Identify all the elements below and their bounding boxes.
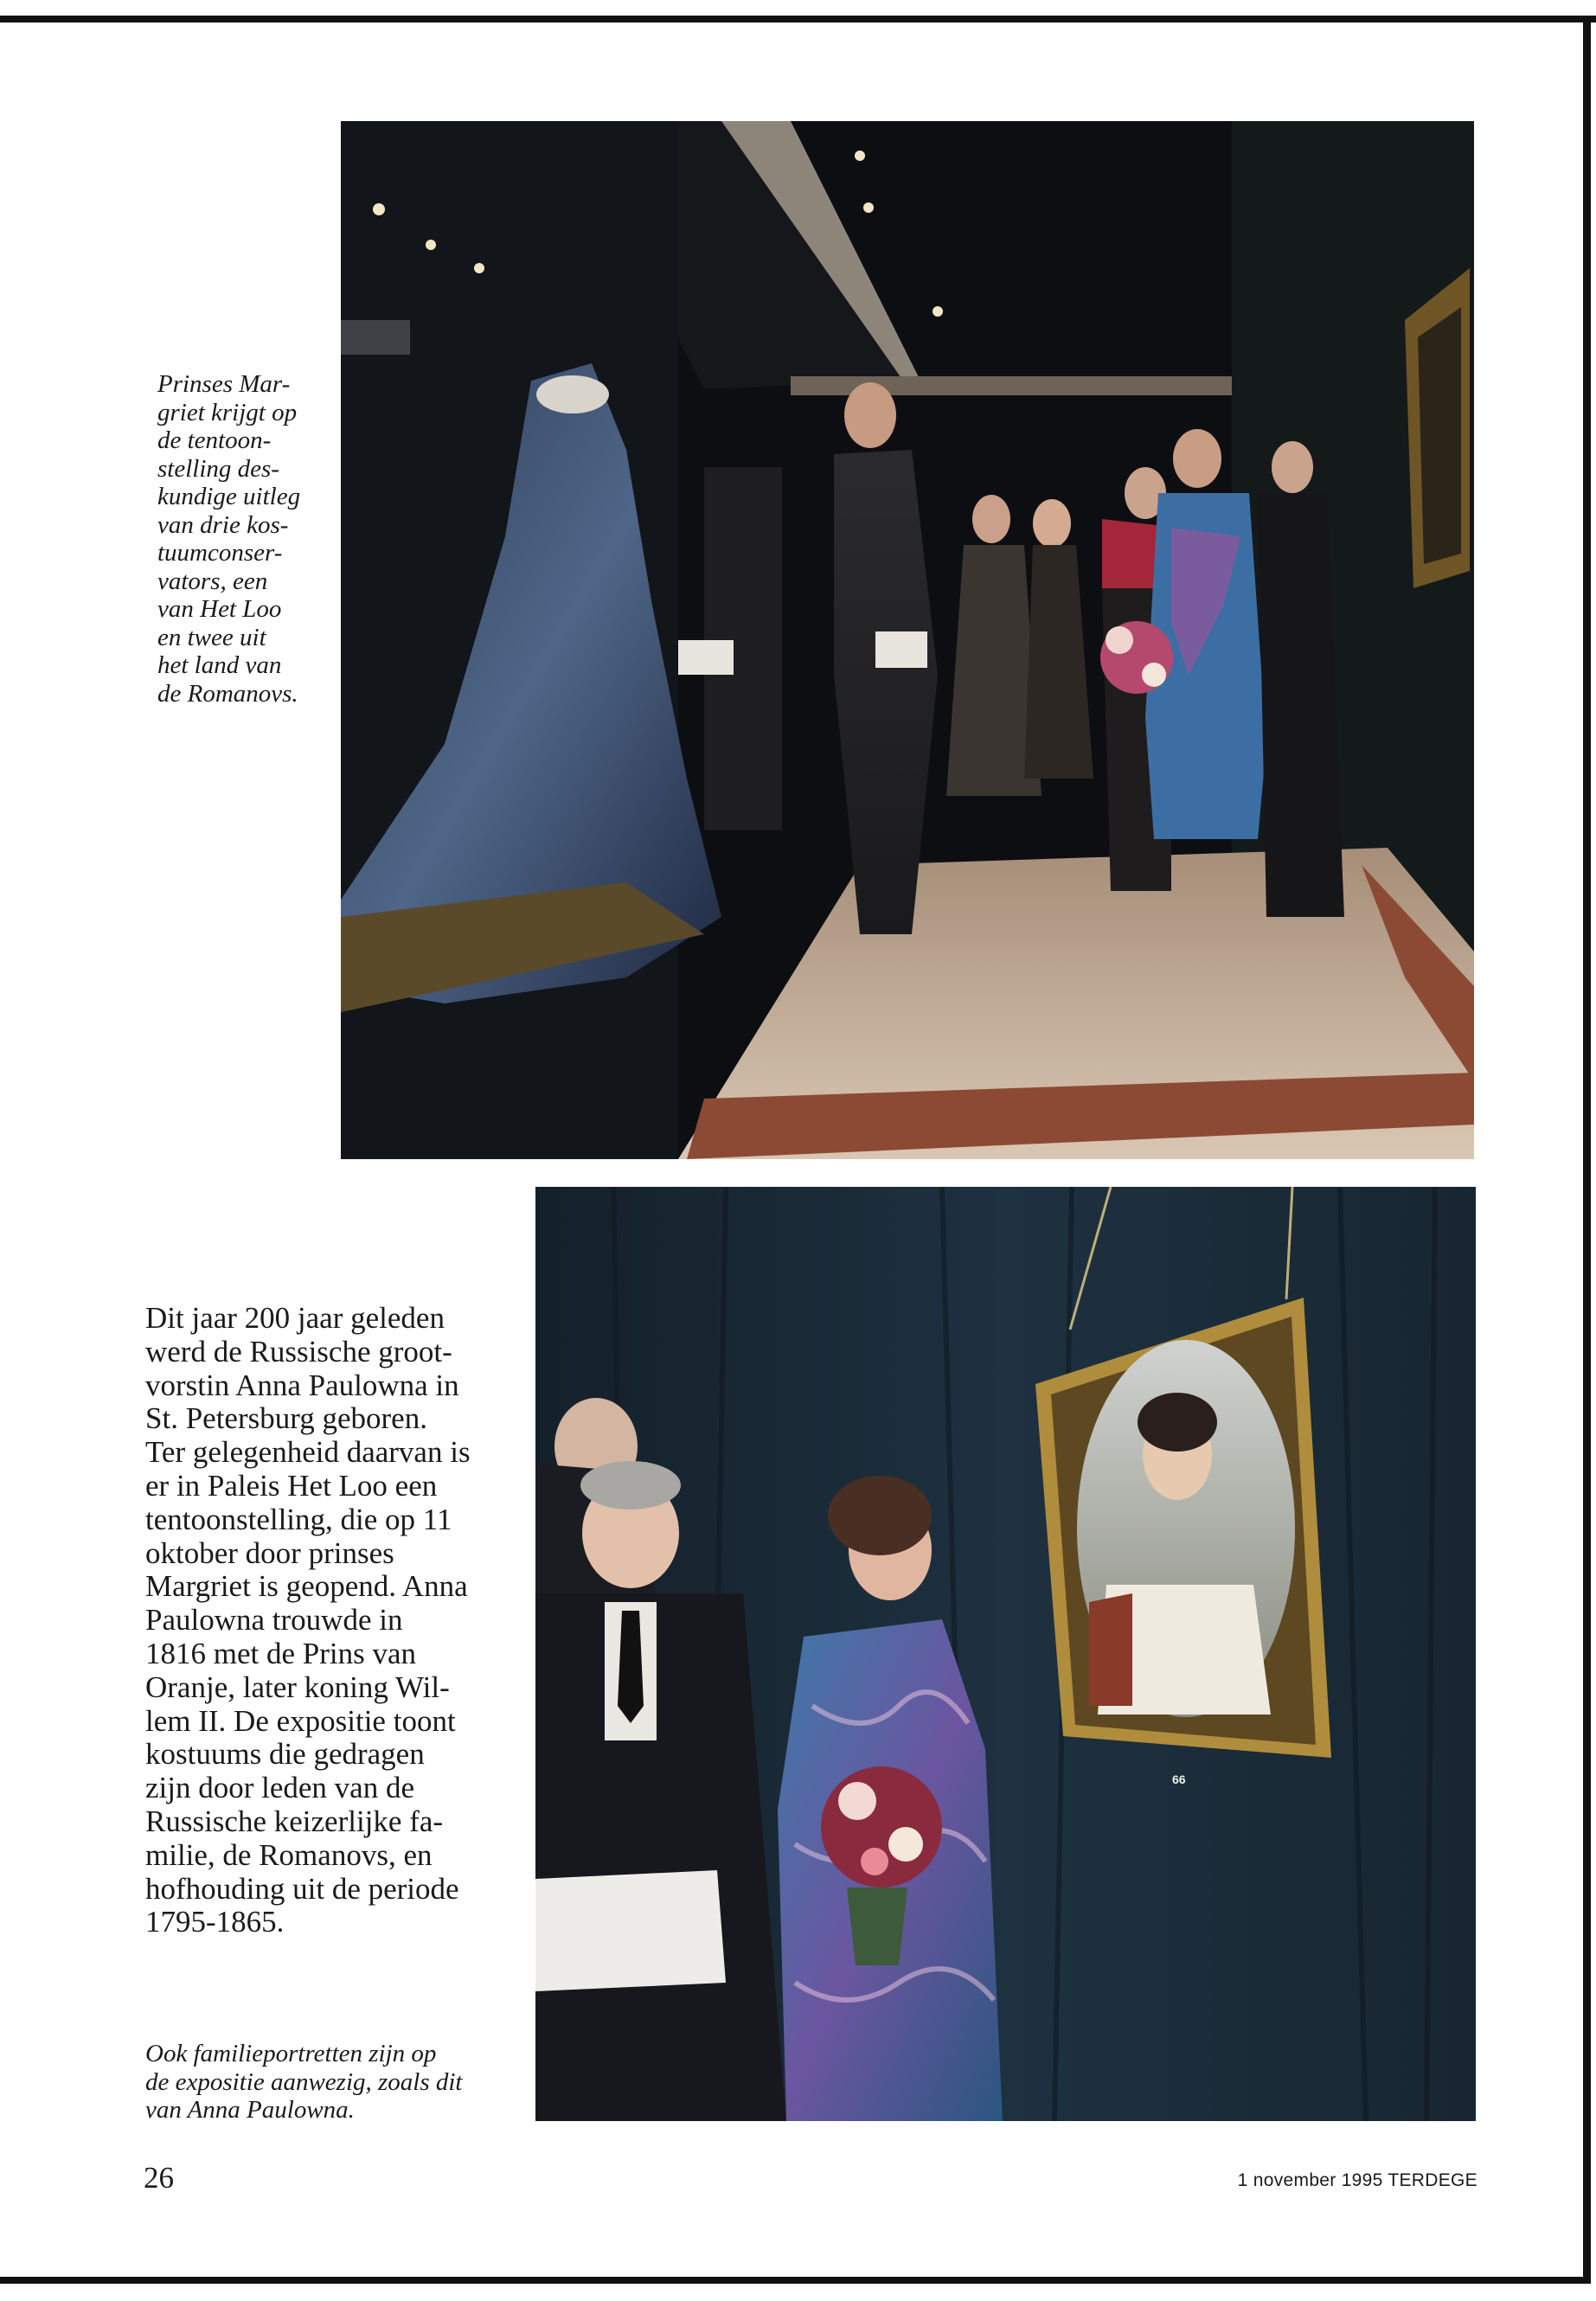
caption-line: de tentoon- bbox=[157, 426, 272, 454]
caption-line: de expositie aanwezig, zoals dit bbox=[145, 2067, 463, 2096]
article-line: tentoonstelling, die op 11 bbox=[145, 1502, 452, 1536]
article-line: kostuums die gedragen bbox=[145, 1737, 425, 1772]
caption-line: griet krijgt op bbox=[157, 398, 298, 426]
article-line: milie, de Romanovs, en bbox=[145, 1837, 433, 1872]
article-line: St. Petersburg geboren. bbox=[145, 1401, 427, 1436]
article-line: Ter gelegenheid daarvan is bbox=[145, 1435, 471, 1470]
article-line: werd de Russische groot- bbox=[145, 1334, 452, 1368]
article-line: Paulowna trouwde in bbox=[145, 1603, 403, 1638]
article-line: oktober door prinses bbox=[145, 1535, 394, 1570]
caption-line: Ook familieportretten zijn op bbox=[145, 2040, 437, 2067]
article-text bbox=[145, 1302, 509, 1939]
caption-line: vators, een bbox=[157, 567, 268, 595]
article-line: Dit jaar 200 jaar geleden bbox=[145, 1301, 445, 1335]
caption-line: stelling des- bbox=[157, 454, 279, 483]
article-line: er in Paleis Het Loo een bbox=[145, 1468, 438, 1503]
page-border-bottom bbox=[0, 2277, 1591, 2284]
article-line: vorstin Anna Paulowna in bbox=[145, 1368, 459, 1402]
bottom-photo-caption bbox=[145, 2040, 517, 2125]
caption-line: van drie kos- bbox=[157, 510, 289, 539]
article-line: Margriet is geopend. Anna bbox=[145, 1569, 468, 1604]
article-line: 1795-1865. bbox=[145, 1905, 285, 1939]
footer-issue-date: 1 november 1995 TERDEGE bbox=[1237, 2170, 1477, 2190]
portrait-photo bbox=[535, 1187, 1476, 2121]
caption-line: tuumconser- bbox=[157, 539, 283, 567]
caption-line: en twee uit bbox=[157, 623, 266, 651]
caption-line: het land van bbox=[157, 651, 282, 679]
caption-line: kundige uitleg bbox=[157, 483, 301, 510]
exhibition-photo bbox=[341, 121, 1474, 1159]
page-number: 26 bbox=[144, 2161, 174, 2195]
article-line: 1816 met de Prins van bbox=[145, 1636, 417, 1670]
caption-line: van Het Loo bbox=[157, 595, 282, 623]
article-line: zijn door leden van de bbox=[145, 1771, 415, 1805]
caption-line: van Anna Paulowna. bbox=[145, 2096, 355, 2124]
article-line: lem II. De expositie toont bbox=[145, 1703, 456, 1738]
page-border-top bbox=[0, 16, 1596, 22]
caption-line: de Romanovs. bbox=[157, 679, 298, 708]
top-photo-caption bbox=[157, 370, 322, 708]
page-border-right bbox=[1583, 16, 1591, 2284]
photo-label: 66 bbox=[1172, 1772, 1186, 1786]
article-line: Oranje, later koning Wil- bbox=[145, 1670, 450, 1704]
article-line: Russische keizerlijke fa- bbox=[145, 1804, 444, 1838]
caption-line: Prinses Mar- bbox=[157, 370, 291, 398]
article-line: hofhouding uit de periode bbox=[145, 1871, 459, 1906]
